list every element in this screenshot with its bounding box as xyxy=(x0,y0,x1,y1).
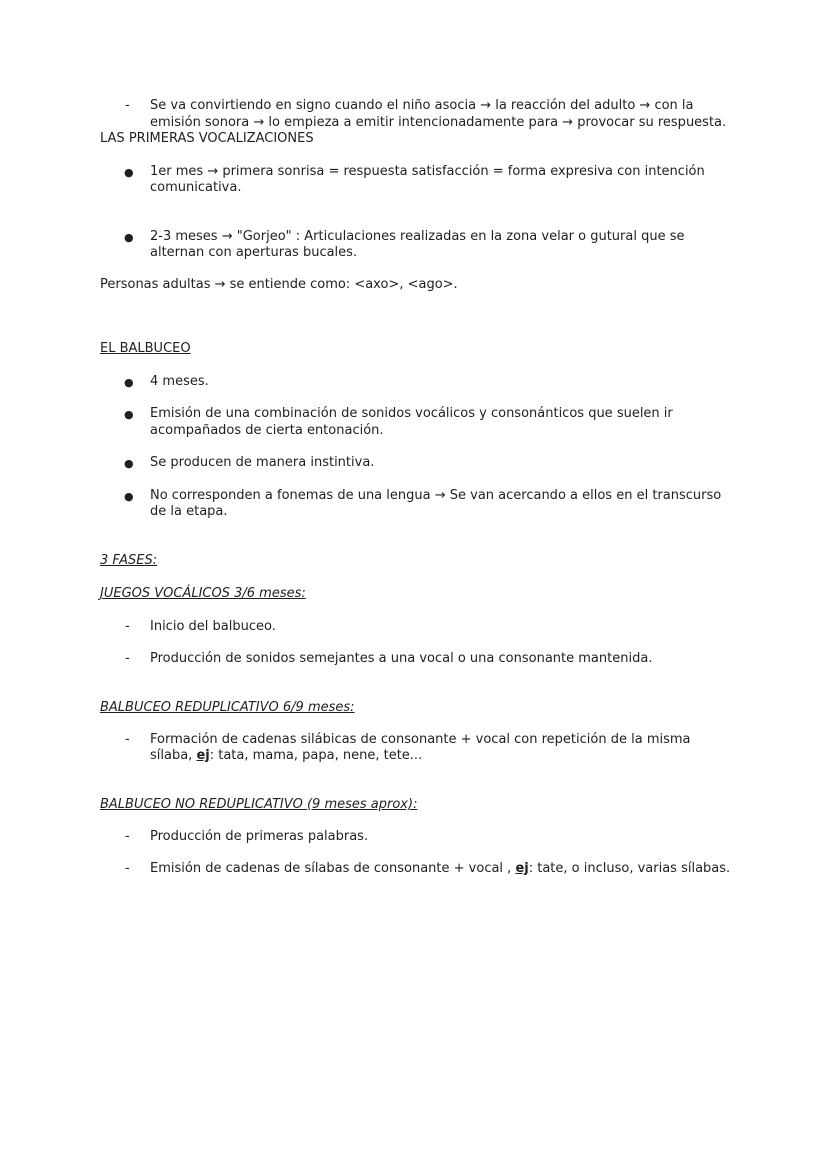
text-fragment: : tata, mama, papa, nene, tete... xyxy=(209,748,423,763)
bullet-marker: ● xyxy=(124,376,134,389)
text-fragment: : tate, o incluso, varias sílabas. xyxy=(528,861,731,876)
text-line: Producción de primeras palabras. xyxy=(150,829,369,844)
dash-marker: - xyxy=(125,732,130,747)
note-line: Personas adultas → se entiende como: <axo>, <ago>. xyxy=(100,277,458,292)
bullet-marker: ● xyxy=(124,490,134,503)
text-fragment: Emisión de cadenas de sílabas de consonante + vocal , xyxy=(150,861,516,876)
text-line: Producción de sonidos semejantes a una vocal o una consonante mantenida. xyxy=(150,651,653,666)
dash-marker: - xyxy=(125,98,130,113)
dash-marker: - xyxy=(125,619,130,634)
text-line: 1er mes → primera sonrisa = respuesta satisfacción = forma expresiva con intención xyxy=(150,164,705,179)
phase-title-juegos-vocalicos: JUEGOS VOCÁLICOS 3/6 meses: xyxy=(100,586,306,601)
phases-title: 3 FASES: xyxy=(100,553,158,568)
text-line xyxy=(150,861,730,877)
text-line: Se va convirtiendo en signo cuando el niño asocia → la reacción del adulto → con la xyxy=(150,98,694,113)
text-line: Se producen de manera instintiva. xyxy=(150,455,375,470)
text-line: emisión sonora → lo empieza a emitir intencionadamente para → provocar su respuesta. xyxy=(150,115,727,130)
dash-marker: - xyxy=(125,651,130,666)
section-title-vocalizaciones: LAS PRIMERAS VOCALIZACIONES xyxy=(100,131,314,146)
bullet-marker: ● xyxy=(124,408,134,421)
bullet-marker: ● xyxy=(124,457,134,470)
bullet-marker: ● xyxy=(124,231,134,244)
phase-title-no-reduplicativo: BALBUCEO NO REDUPLICATIVO (9 meses aprox): xyxy=(100,797,418,812)
text-line: Emisión de una combinación de sonidos vocálicos y consonánticos que suelen ir xyxy=(150,406,673,421)
text-line: No corresponden a fonemas de una lengua → Se van acercando a ellos en el transcurso xyxy=(150,488,722,503)
text-fragment: sílaba, xyxy=(150,748,197,763)
ej-abbreviation: ej xyxy=(196,748,210,763)
text-line: alternan con aperturas bucales. xyxy=(150,245,358,260)
text-line: comunicativa. xyxy=(150,180,242,195)
phase-title-reduplicativo: BALBUCEO REDUPLICATIVO 6/9 meses: xyxy=(100,700,355,715)
text-line: Inicio del balbuceo. xyxy=(150,619,276,634)
text-line xyxy=(150,748,422,764)
text-line: Formación de cadenas silábicas de consonante + vocal con repetición de la misma xyxy=(150,732,691,747)
text-line: de la etapa. xyxy=(150,504,228,519)
dash-marker: - xyxy=(125,829,130,844)
ej-abbreviation: ej xyxy=(515,861,529,876)
bullet-marker: ● xyxy=(124,166,134,179)
text-line: acompañados de cierta entonación. xyxy=(150,423,384,438)
dash-marker: - xyxy=(125,861,130,876)
section-title-balbuceo: EL BALBUCEO xyxy=(100,341,191,356)
text-line: 4 meses. xyxy=(150,374,209,389)
text-line: 2-3 meses → "Gorjeo" : Articulaciones realizadas en la zona velar o gutural que se xyxy=(150,229,685,244)
